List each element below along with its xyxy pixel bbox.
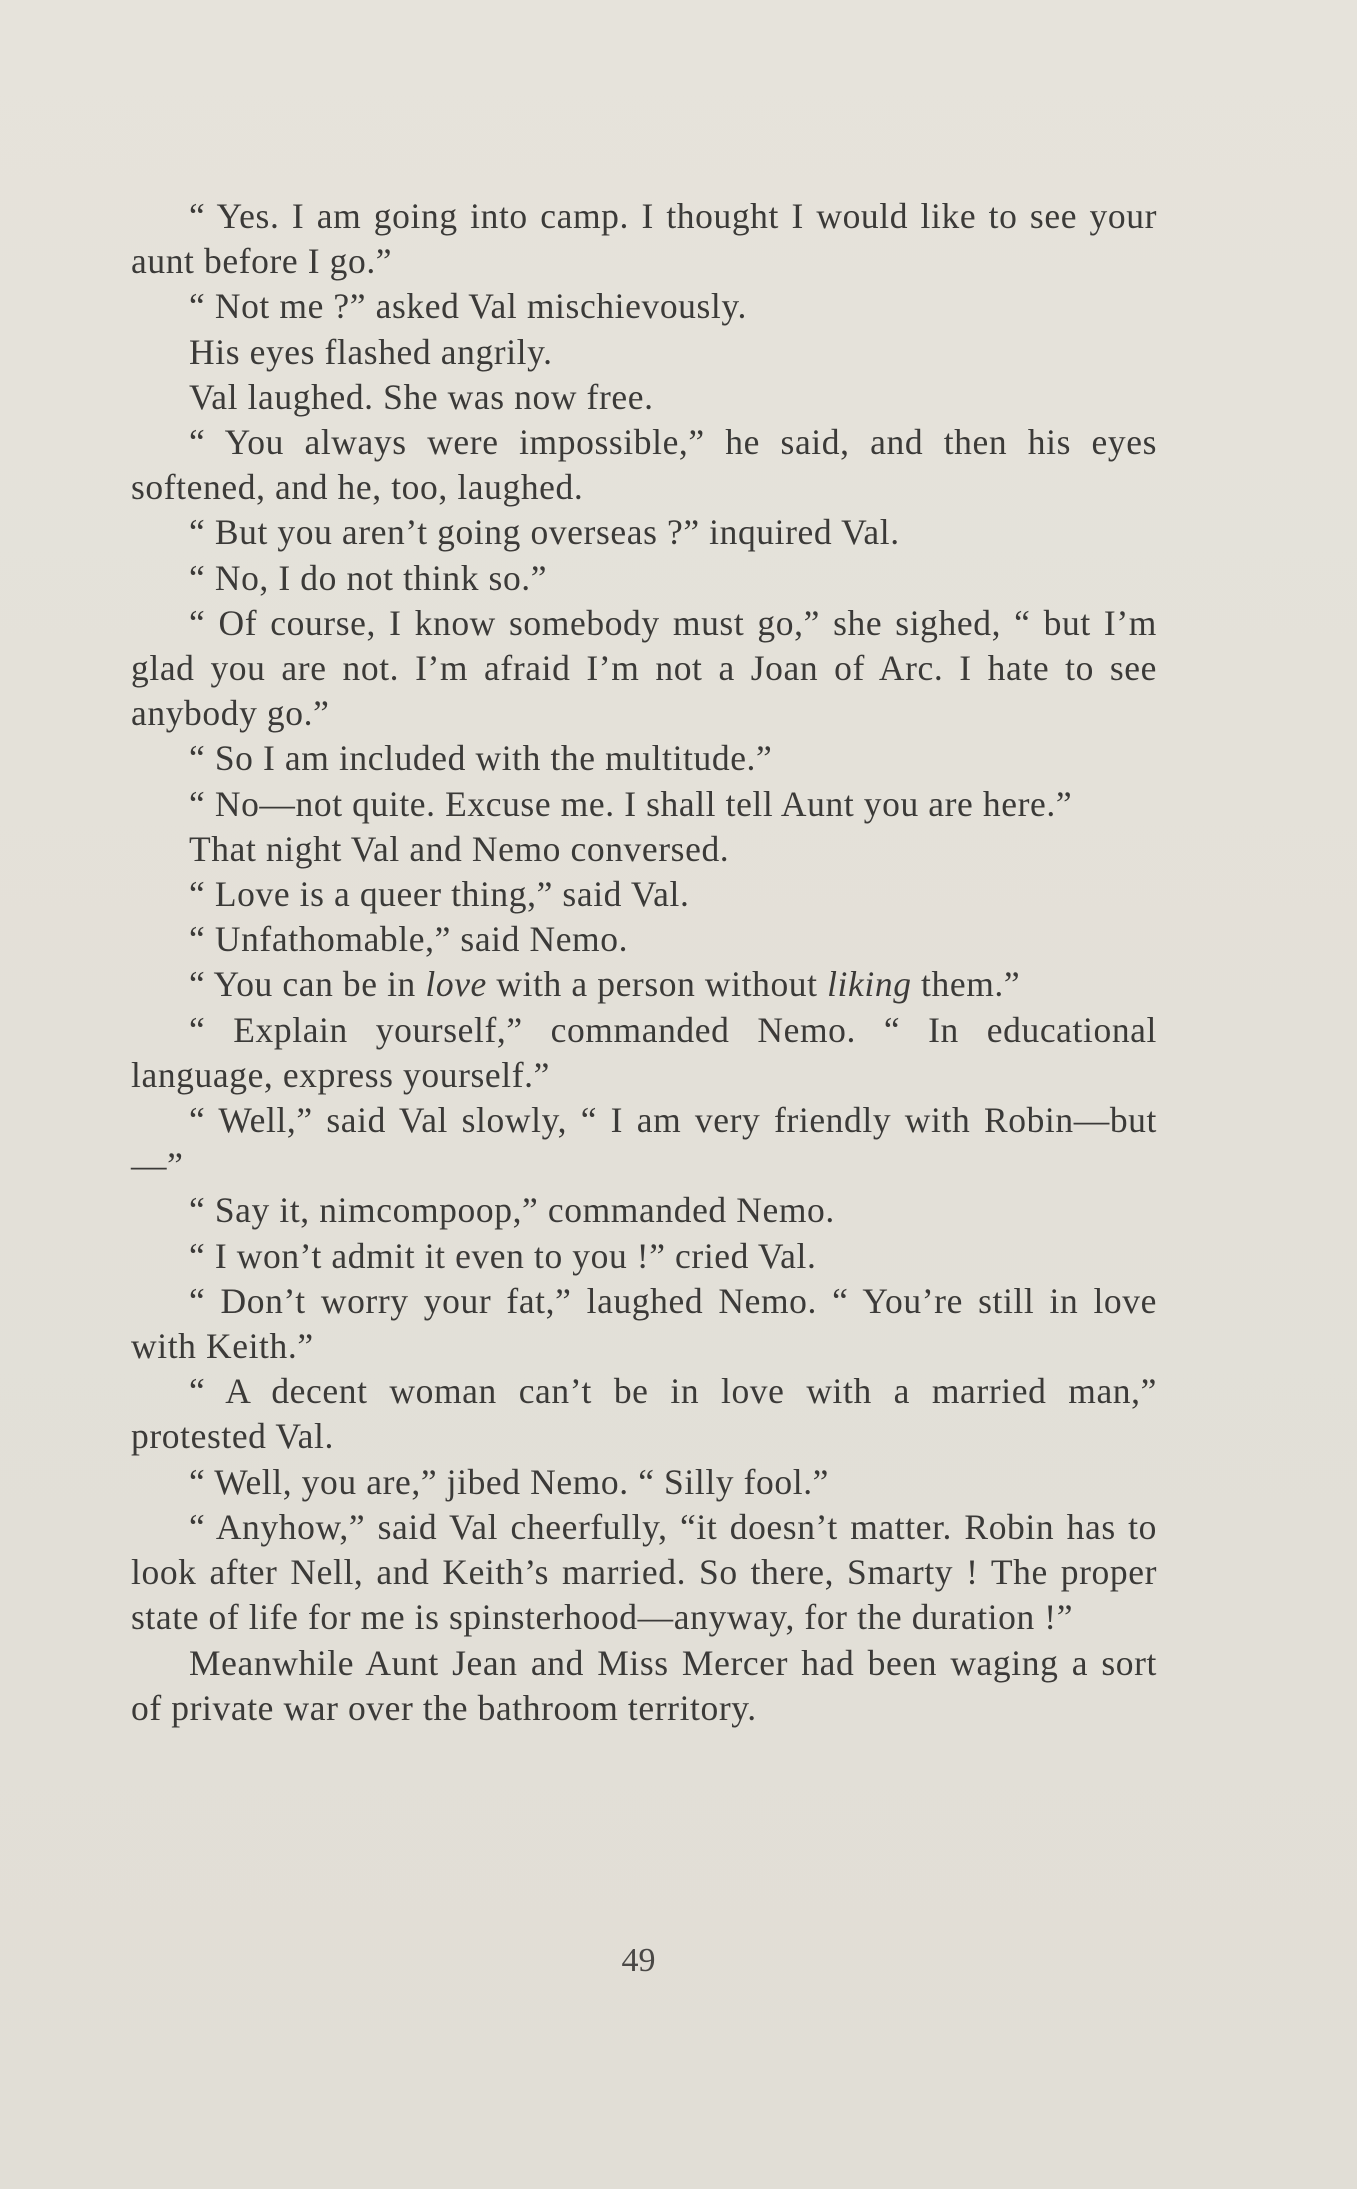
paragraph: “ So I am included with the multitude.” bbox=[189, 738, 773, 779]
paragraph: “ You always were impossible,” he said, and then his eyes softened, and he, too, laughed. bbox=[131, 422, 1157, 508]
paragraph: “ Not me ?” asked Val mischievously. bbox=[189, 286, 747, 327]
paragraph: Meanwhile Aunt Jean and Miss Mercer had been waging a sort of private war over the bathroom territory. bbox=[131, 1642, 1157, 1728]
paragraph: “ Anyhow,” said Val cheerfully, “it doesn’t matter. Robin has to look after Nell, and Keith’s married. So there, Smarty ! The proper state of life for me is spinsterhood—anyway, for the duration !” bbox=[131, 1506, 1157, 1638]
paragraph: “ Well, you are,” jibed Nemo. “ Silly fool.” bbox=[189, 1461, 830, 1502]
paragraph: Val laughed. She was now free. bbox=[189, 376, 654, 417]
paragraph: “ Say it, nimcompoop,” commanded Nemo. bbox=[189, 1190, 835, 1231]
paragraph: “ Yes. I am going into camp. I thought I would like to see your aunt before I go.” bbox=[131, 196, 1157, 282]
paragraph: “ Of course, I know somebody must go,” she sighed, “ but I’m glad you are not. I’m afraid I’m not a Joan of Arc. I hate to see anybody go.” bbox=[131, 602, 1157, 734]
paragraph: “ Love is a queer thing,” said Val. bbox=[189, 874, 690, 915]
paragraph: “ You can be in love with a person without liking them.” bbox=[189, 964, 1021, 1005]
paragraph: “ No, I do not think so.” bbox=[189, 557, 548, 598]
paragraph: “ Don’t worry your fat,” laughed Nemo. “ You’re still in love with Keith.” bbox=[131, 1280, 1157, 1367]
emphasis-text: liking bbox=[827, 964, 912, 1005]
paragraph: “ A decent woman can’t be in love with a married man,” protested Val. bbox=[131, 1371, 1157, 1457]
paragraph: “ Well,” said Val slowly, “ I am very friendly with Robin—but—” bbox=[131, 1100, 1157, 1186]
emphasis-text: love bbox=[425, 964, 487, 1005]
paragraph: “ No—not quite. Excuse me. I shall tell Aunt you are here.” bbox=[189, 783, 1073, 824]
paragraph: “ But you aren’t going overseas ?” inquired Val. bbox=[189, 512, 900, 553]
paragraph: His eyes flashed angrily. bbox=[189, 331, 553, 372]
paragraph: That night Val and Nemo conversed. bbox=[189, 828, 730, 869]
paragraph: “ Explain yourself,” commanded Nemo. “ In educational language, express yourself.” bbox=[131, 1009, 1157, 1095]
paragraph: “ Unfathomable,” said Nemo. bbox=[189, 919, 629, 960]
paragraph: “ I won’t admit it even to you !” cried Val. bbox=[189, 1235, 817, 1276]
page-number: 49 bbox=[621, 1942, 656, 1979]
body-text bbox=[131, 194, 1157, 1731]
